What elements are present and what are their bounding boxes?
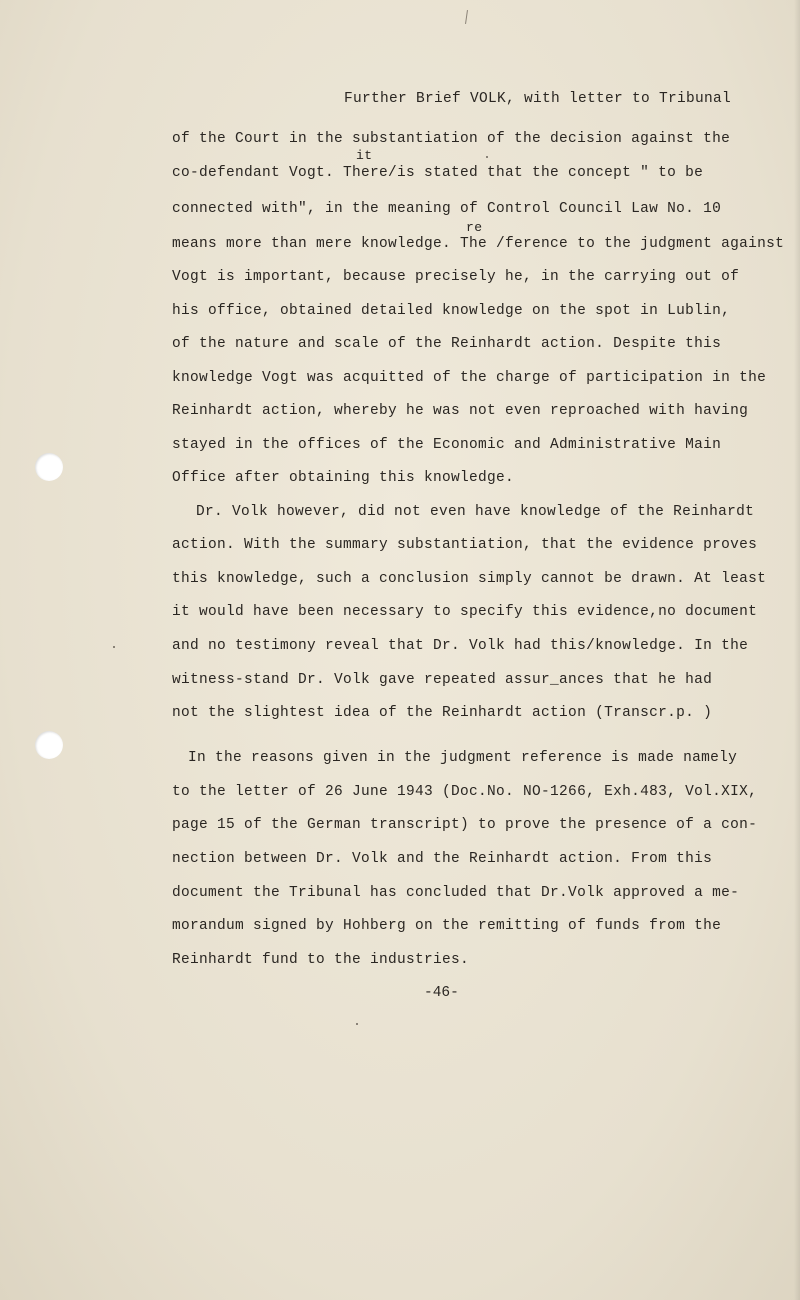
punch-hole: [35, 731, 63, 759]
text-line: action. With the summary substantiation, that the evidence proves: [172, 537, 758, 553]
page-edge-shadow: [794, 0, 800, 1300]
punch-hole: [35, 453, 63, 481]
text-line: In the reasons given in the judgment reference is made namely: [188, 750, 738, 766]
text-line: morandum signed by Hohberg on the remitting of funds from the: [172, 918, 722, 934]
text-line: document the Tribunal has concluded that Dr.Volk approved a me-: [172, 885, 740, 901]
text-line: Vogt is important, because precisely he, in the carrying out of: [172, 269, 740, 285]
interlinear-insert: it: [356, 148, 373, 163]
text-line: of the nature and scale of the Reinhardt action. Despite this: [172, 336, 722, 352]
text-line: this knowledge, such a conclusion simply cannot be drawn. At least: [172, 571, 767, 587]
text-line: knowledge Vogt was acquitted of the charge of participation in the: [172, 370, 767, 386]
text-line: Dr. Volk however, did not even have knowledge of the Reinhardt: [196, 504, 755, 520]
text-line: witness-stand Dr. Volk gave repeated assur_ances that he had: [172, 672, 713, 688]
text-line: Office after obtaining this knowledge.: [172, 470, 515, 486]
text-line: his office, obtained detailed knowledge on the spot in Lublin,: [172, 303, 731, 319]
text-line: of the Court in the substantiation of the decision against the: [172, 131, 731, 147]
text-line: not the slightest idea of the Reinhardt action (Transcr.p. ): [172, 705, 713, 721]
text-line: and no testimony reveal that Dr. Volk had this/knowledge. In the: [172, 638, 749, 654]
text-line: it would have been necessary to specify this evidence,no document: [172, 604, 758, 620]
text-line: connected with", in the meaning of Control Council Law No. 10: [172, 201, 722, 217]
text-line: nection between Dr. Volk and the Reinhardt action. From this: [172, 851, 713, 867]
page-number: -46-: [424, 985, 459, 1001]
text-line: Reinhardt action, whereby he was not even reproached with having: [172, 403, 749, 419]
ink-speck: [356, 1023, 358, 1025]
pencil-mark: [465, 10, 468, 24]
text-line: to the letter of 26 June 1943 (Doc.No. NO-1266, Exh.483, Vol.XIX,: [172, 784, 758, 800]
ink-speck: [113, 646, 115, 648]
document-heading: Further Brief VOLK, with letter to Tribunal: [344, 91, 732, 107]
text-line: stayed in the offices of the Economic and Administrative Main: [172, 437, 722, 453]
text-line: Reinhardt fund to the industries.: [172, 952, 470, 968]
text-line: means more than mere knowledge. The /ference to the judgment against: [172, 236, 785, 252]
text-line: co-defendant Vogt. There/is stated that the concept " to be: [172, 165, 704, 181]
text-line: page 15 of the German transcript) to prove the presence of a con-: [172, 817, 758, 833]
ink-speck: [486, 156, 488, 158]
interlinear-insert: re: [466, 220, 483, 235]
